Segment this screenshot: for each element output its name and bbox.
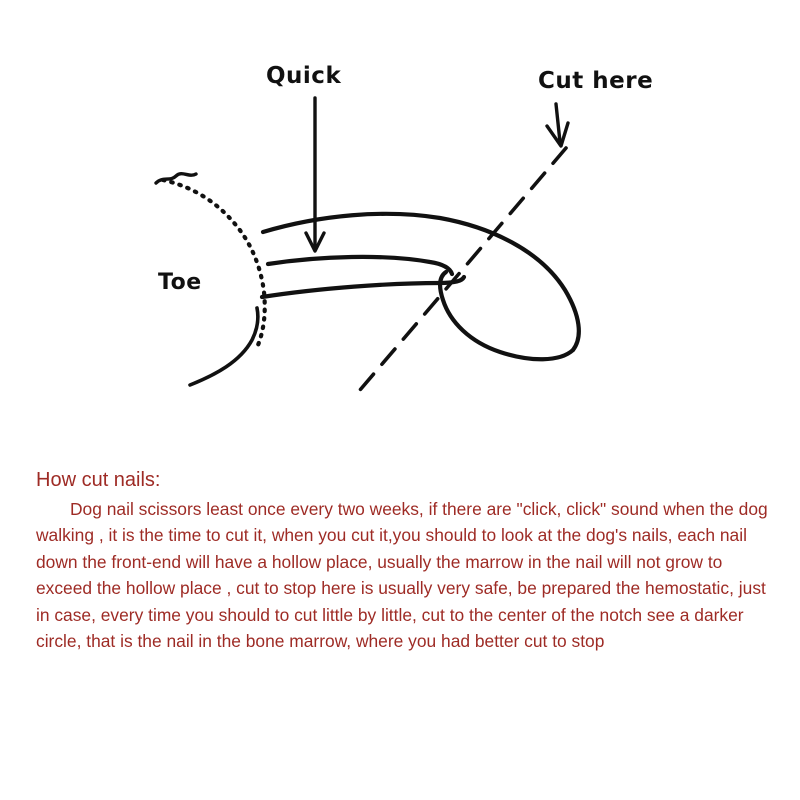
quick-upper-line: [268, 257, 452, 274]
toe-fur-dotted-line: [163, 180, 265, 345]
caption-block: [36, 468, 776, 655]
nail-tip-outline: [440, 272, 573, 359]
label-toe: Toe: [158, 270, 202, 295]
cut-here-arrow: [556, 104, 560, 142]
label-quick: Quick: [266, 63, 342, 89]
toe-outline: [190, 308, 258, 385]
quick-lower-line: [262, 277, 464, 297]
cut-line-dashed: [360, 148, 566, 390]
label-cut-here: Cut here: [538, 68, 654, 94]
caption-title: How cut nails:: [36, 469, 161, 491]
caption-body: Dog nail scissors least once every two weeks, if there are "click, click" sound when the dog walking , it is the time to cut it, when you cut it,you should to look at the dog's nails, each nail down the front-end will have a hollow place, usually the marrow in the nail will not grow to exceed the hollow place , cut to stop here is usually very safe, be prepared the hemostatic, just in case, every time you should to cut little by little, cut to the center of the notch see a darker circle, that is the nail in the bone marrow, where you had better cut to stop: [36, 499, 768, 652]
